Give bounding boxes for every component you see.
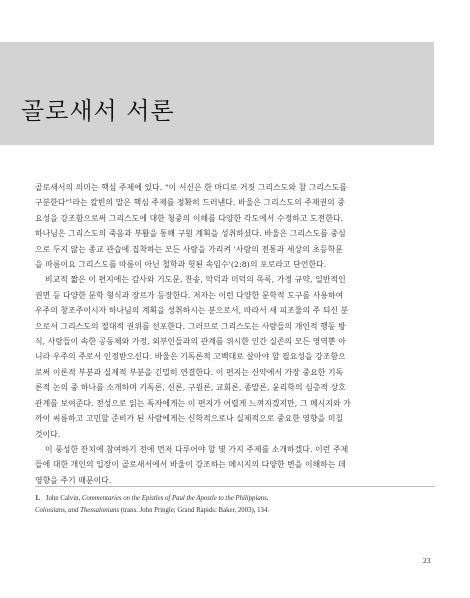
text-line: 들에 대한 개인의 입장이 골로새서에서 바울이 강조하는 메시지의 다양한 변을 이해하는 데	[35, 460, 346, 470]
text-line: 비교적 짧은 이 편지에는 감사와 기도문, 찬송, 악덕과 미덕의 목록, 가정 규약, 일반적인	[45, 275, 346, 285]
text-line: 관계를 보여준다. 전성으로 읽는 독자에게는 이 편지가 어렵게 느껴지겠지만, 그 메시지와 가	[35, 398, 351, 408]
page-number: 23	[423, 556, 431, 565]
text-line: 우주의 창조주이시자 하나님의 계획을 성취하시는 분으로서, 따라서 새 피조물의 주 되신 분	[35, 306, 349, 316]
text-line: 구분한다"¹라는 칼빈의 말은 핵심 주제를 정확히 드러낸다. 바울은 그리스도의 주재권의 중	[35, 198, 346, 208]
text-line: 니라 우주의 주로서 인정받으신다. 바울은 기독론적 고백대로 살아야 할 필요성을 강조함으	[35, 352, 346, 362]
text-line: 하나님은 그리스도의 죽음과 부활을 통해 구원 계획을 성취하셨다. 바울은 그리스도를 중심	[35, 229, 346, 239]
text-line: 권면 등 다양한 문학 형식과 장르가 등장한다. 저자는 이런 다양한 문학적 도구를 사용하여	[35, 290, 344, 300]
text-line: 이 풍성한 잔치에 참여하기 전에 먼저 다루어야 할 몇 가지 주제를 소개하겠다. 이런 주제	[45, 444, 349, 454]
paragraph-1	[35, 180, 410, 272]
paragraph-3	[35, 442, 410, 488]
footnote-publication: (trans. John Pringle; Grand Rapids: Baker, 2003), 134.	[120, 507, 270, 514]
paragraph-2	[35, 272, 410, 441]
text-line: 론적 논의 중 하나를 소개하며 기독론, 신론, 구원론, 교회론, 종말론, 윤리학의 심층적 상호	[35, 383, 346, 393]
footnote-author: John Calvin,	[45, 495, 81, 502]
text-line: 까이 씨름하고 고민할 준비가 된 사람에게는 신학적으로나 실제적으로 중요한 영향을 미칠	[35, 414, 344, 424]
chapter-title: 골로새서 서론	[21, 97, 175, 125]
footnote-book-title: Commentaries on the Epistles of Paul the Apostle to the Philippians, Colossians, and Thessalonians	[35, 495, 269, 514]
text-line: 영향을 주기 때문이다.	[35, 475, 112, 485]
body-text	[35, 180, 410, 488]
footnote-number: 1.	[35, 495, 41, 502]
text-line: 식, 사람들이 속한 공동체와 가정, 외부인들과의 관계를 위시한 인간 실존의 모든 영역뿐 아	[35, 337, 346, 347]
text-line: 것이다.	[35, 429, 61, 439]
footnote	[35, 493, 295, 517]
text-line: 로써 이론적 부분과 실제적 부분을 긴밀히 연결한다. 이 편지는 신약에서 가장 중요한 기독	[35, 367, 344, 377]
text-line: 으로서 그리스도의 절대적 권위를 선포한다. 그러므로 그리스도는 사람들의 개인적 행동 방	[35, 321, 346, 331]
footnote-divider	[35, 486, 435, 487]
text-line: 으로 두지 않는 종교 관습에 집착하는 모든 사람을 가리켜 '사람의 전통과 세상의 초등학문	[35, 244, 343, 254]
text-line: 골로새서의 의미는 핵심 주제에 있다. "이 서신은 한 마디로 거짓 그리스도와 참 그리스도를	[35, 183, 347, 192]
text-line: 요성을 강조함으로써 그리스도에 대한 청중의 이해를 다양한 각도에서 수정하고 도전한다.	[35, 213, 344, 223]
text-line: 을 따름이요 그리스도를 따름이 아닌 철학과 헛된 속임수'(2:8)의 포로라고 단언한다.	[35, 260, 327, 270]
